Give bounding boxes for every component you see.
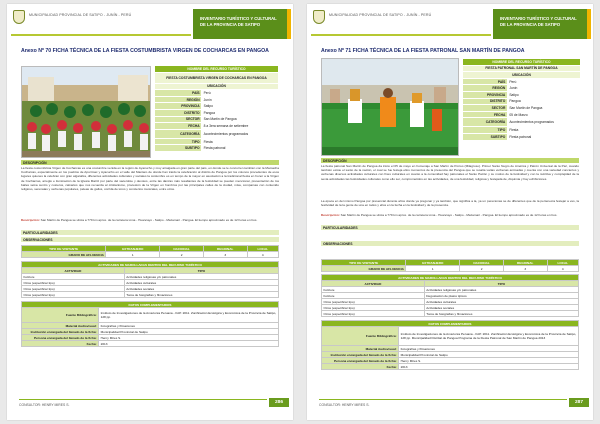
access-label: Descripción: [321, 213, 340, 217]
left-page [7, 4, 293, 420]
right-page [307, 4, 593, 420]
card-row: TIPO Fiesta [155, 138, 279, 145]
municipal-crest-icon [313, 10, 325, 24]
complementary-header: DATOS COMPLEMENTARIOS [22, 302, 279, 308]
description-label: DESCRIPCIÓN [321, 158, 579, 163]
page-header [307, 4, 593, 48]
resource-name: FIESTA PATRONAL SAN MARTÍN DE PANGOA [463, 65, 581, 72]
table-row: Otros (especificar tipo) Actividades culturales [22, 280, 279, 286]
access-text: San Martín de Pangoa se ubica a 779 km aprox. de la carretera Lima - Huancayo - Satipo - Mazamari - Pangoa. El tiempo aproximado es de 12 horas en bus. [40, 218, 258, 222]
card-row: TIPO Fiesta [463, 127, 581, 134]
visitor-type-header: TIPO DE VISITANTE [22, 246, 106, 252]
table-row: Otros (especificar tipo) Actividades sociales [322, 305, 579, 311]
card-row: DISTRITO Pangoa [155, 109, 279, 116]
table-row: Fuente Bibliográfica: Instituto de Investigaciones de la Amazonía Peruana - IIAP. 2011. Zonificación Ecológica y Económica de la Provincia de Satipo, 128 pp. [22, 308, 279, 323]
table-row: Otros (especificar tipo) Actividades sociales [22, 286, 279, 292]
card-row: DISTRITO Pangoa [463, 98, 581, 105]
card-row: SECTOR San Martín de Pangoa [155, 116, 279, 123]
festival-photo [321, 58, 459, 156]
extra-description-text: La época en del mismo Pangoa por presencial durante años donde ya pregonar y ya también, que significa a la, ya un perecionas se de diferentes que de la pertenecía festejar a ves, la festividad de la la gente de una en todos y ellos en la fecha en la festividad y de la presencia. [321, 199, 579, 208]
national-header: NACIONAL [460, 260, 504, 266]
card-row: FECHA 8 a 3era semana de setiembre [155, 123, 279, 130]
consultant-credit: CONSULTOR: HENRY MIRES S. [19, 403, 70, 407]
card-row: REGIÓN Junín [155, 96, 279, 103]
table-row: Institución encargada del llenado de la ficha: Municipalidad Provincial de Satipo [322, 352, 579, 358]
local-header: LOCAL [547, 260, 578, 266]
header-rule [11, 34, 191, 36]
annex-title: Anexo Nº 71 FICHA TÉCNICA DE LA FIESTA PATRONAL SAN MARTÍN DE PANGOA [321, 48, 525, 54]
activity-col: ACTIVIDAD [22, 268, 125, 274]
page-footer [7, 396, 293, 420]
page-footer [307, 396, 593, 420]
location-header: UBICACIÓN [155, 83, 279, 90]
observations-label: OBSERVACIONES [21, 237, 279, 242]
table-row: Folclore Actividades religiosas y/o patronales [322, 287, 579, 293]
resource-card-header: NOMBRE DEL RECURSO TURÍSTICO [463, 59, 581, 66]
festival-photo-image [22, 67, 151, 158]
complementary-table [21, 301, 279, 347]
municipal-crest-icon [13, 10, 25, 24]
location-header: UBICACIÓN [463, 72, 581, 79]
table-row: Otros (especificar tipo) Toma de fotografías y filmaciones [322, 311, 579, 317]
consultant-credit: CONSULTOR: HENRY MIRES S. [319, 403, 370, 407]
card-row: SUBTIPO Fiesta patronal [463, 133, 581, 140]
access-label: Descripción: [21, 218, 40, 222]
complementary-header: DATOS COMPLEMENTARIOS [322, 321, 579, 327]
page-header [7, 4, 293, 48]
affluence-row: GRADO DE AFLUENCIA 1 2 3 4 [322, 266, 579, 272]
visitors-table [321, 259, 579, 272]
type-col: TIPO [124, 268, 278, 274]
access-text: San Martín de Pangoa se ubica a 779 km aprox. de la carretera Lima - Huancayo - Satipo - Mazamari - Pangoa. El tiempo aproximado es de 12 horas en bus. [340, 213, 558, 217]
card-row: FECHA 05 de Marzo [463, 111, 581, 118]
access-paragraph [321, 213, 579, 223]
affluence-row: GRADO DE AFLUENCIA 1 2 3 4 [22, 252, 279, 258]
description-text: La fiesta costumbrista Virgen de Cocharcas es una costumbre venida en la región de Ayacucho y muy arraigada en gran parte del país, en donde se le concurren también con la Mamacha Cocharcas, especialmente en los pueblos de Apurímac y Ayacucho en el valle del Mantaro de donde han traído la celebración al distrito de Pangoa por los colonos procedentes de esos lugares quienes la celebran con gran algarabía, diferentes actividades culturales y sociales la costumbre es en tempo de la mayor en asociación a la tradicional fiesta en honor a la Virgen de Cocharcas, arreglo e iluminación de la Iglesia Matriz por parte del sacerdote y devotos, entre las danzas más resaltantes de la festividad se pueden mencionar, presentación de los bailes selva centro y costeros, calvarios que nos recuerda al cristianismo, procesión de la Virgen en hombros por las principales calles de la ciudad, misa, comparsas con contenido religioso, serenatas y verbenas populares, peleas de gallos, corrida de toros y conciertos musicales, entre otros. [21, 166, 279, 192]
table-row: Institución encargada del llenado de la ficha: Municipalidad Provincial de Satipo [22, 329, 279, 335]
foreign-header: EXTRANJERO [406, 260, 460, 266]
card-row: CATEGORÍA Acontecimientos programados [155, 129, 279, 138]
particularidades-label: PARTICULARIDADES [321, 225, 579, 230]
table-row: Folclore Actividades religiosas y/o patronales [22, 274, 279, 280]
complementary-table [321, 320, 579, 370]
observations-label: OBSERVACIONES [321, 241, 579, 246]
table-row: Material Audiovisual: Fotografías y filmaciones [322, 346, 579, 352]
table-row: Material Audiovisual: Fotografías y filmaciones [22, 323, 279, 329]
card-row: PROVINCIA Satipo [155, 103, 279, 110]
card-row: PAÍS Perú [463, 78, 581, 85]
national-header: NACIONAL [160, 246, 204, 252]
particularidades-label: PARTICULARIDADES [21, 230, 279, 235]
activities-table [321, 274, 579, 317]
municipality-name: MUNICIPALIDAD PROVINCIAL DE SATIPO - JUNÍN - PERÚ [329, 13, 432, 17]
visitors-table [21, 245, 279, 258]
card-row: CATEGORÍA Acontecimientos programados [463, 118, 581, 127]
table-row: Fecha: 2013 [22, 341, 279, 347]
festival-photo-image [322, 59, 459, 156]
page-number: 287 [569, 398, 589, 407]
card-row: SECTOR San Martín de Pangoa [463, 105, 581, 112]
activity-col: ACTIVIDAD [322, 281, 425, 287]
table-row: Fecha: 2013 [322, 364, 579, 370]
activities-header: ACTIVIDADES DE MAROLLADAS DENTRO DEL RECURSO TURÍSTICO [22, 262, 279, 268]
resource-card [462, 58, 581, 141]
foreign-header: EXTRANJERO [106, 246, 160, 252]
regional-header: REGIONAL [203, 246, 247, 252]
table-row: Otros (especificar tipo) Toma de fotografías y filmaciones [22, 292, 279, 298]
regional-header: REGIONAL [503, 260, 547, 266]
page-number: 286 [269, 398, 289, 407]
card-row: PROVINCIA Satipo [463, 91, 581, 98]
type-col: TIPO [424, 281, 578, 287]
card-row: REGIÓN Junín [463, 85, 581, 92]
resource-card [154, 65, 279, 152]
card-row: SUBTIPO Fiesta patronal [155, 145, 279, 152]
table-row: Folclore Degustación de platos típicos [322, 293, 579, 299]
activities-table [21, 261, 279, 298]
description-text: La fiesta patronal San Martín de Pangoa da inicio el 05 de mayo en homenaje a San Martín de Porres (Milagroso). Primer Santo Negro de América y Patrón Universal de la Paz, cuando también existe el santo de la nación, el cual se fue festeja ellos momentos de la presencia del Pangoa que se resalta varias verbenas animadas y cuenta con una variedad conciertos y verbenas diversos actividades culturales con fines culturales en cuanto a la comunidad hay patronales el Santo Patrón y su motivo de la festividad y con la nutritiva y complejidad de la sexta actividades las festividades culturales como ello ser, comprometidos en las actividades, de una festividad, religiosa y festejada de, Alquimia y hay exhibiciones. [321, 164, 579, 181]
access-paragraph [21, 218, 279, 228]
table-row: Fuente Bibliográfica: Instituto de Investigaciones de la Amazonía Peruana - IIAP. 2011. Zonificación Ecológica y Económica de la Provincia de Satipo, 128 pp. Municipalidad Distrital de Pangoa Programa de la Fiesta Patronal de San Martín de Pangoa 2013 [322, 327, 579, 346]
resource-card-header: NOMBRE DEL RECURSO TURÍSTICO [155, 66, 279, 73]
table-row: Otros (especificar tipo) Actividades culturales [322, 299, 579, 305]
card-row: PAÍS Perú [155, 90, 279, 97]
resource-name: FIESTA COSTUMBRISTA VIRGEN DE COCHARCAS EN PANGOA [155, 72, 279, 83]
table-row: Persona encargada del llenado de la ficha: Henry Mires S. [22, 335, 279, 341]
activities-header: ACTIVIDADES DE MAROLLADAS DENTRO DEL RECURSO TURÍSTICO [322, 275, 579, 281]
description-label: DESCRIPCIÓN [21, 160, 279, 165]
festival-photo [21, 66, 151, 158]
local-header: LOCAL [247, 246, 278, 252]
visitor-type-header: TIPO DE VISITANTE [322, 260, 406, 266]
annex-title: Anexo Nº 70 FICHA TÉCNICA DE LA FIESTA COSTUMBRISTA VIRGEN DE COCHARCAS EN PANGOA [21, 48, 269, 54]
inventory-title-band: INVENTARIO TURÍSTICO Y CULTURAL DE LA PROVINCIA DE SATIPO [193, 9, 291, 39]
header-rule [311, 34, 491, 36]
table-row: Persona encargada del llenado de la ficha: Henry Mires S. [322, 358, 579, 364]
inventory-title-band: INVENTARIO TURÍSTICO Y CULTURAL DE LA PROVINCIA DE SATIPO [493, 9, 591, 39]
municipality-name: MUNICIPALIDAD PROVINCIAL DE SATIPO - JUNÍN - PERÚ [29, 13, 132, 17]
